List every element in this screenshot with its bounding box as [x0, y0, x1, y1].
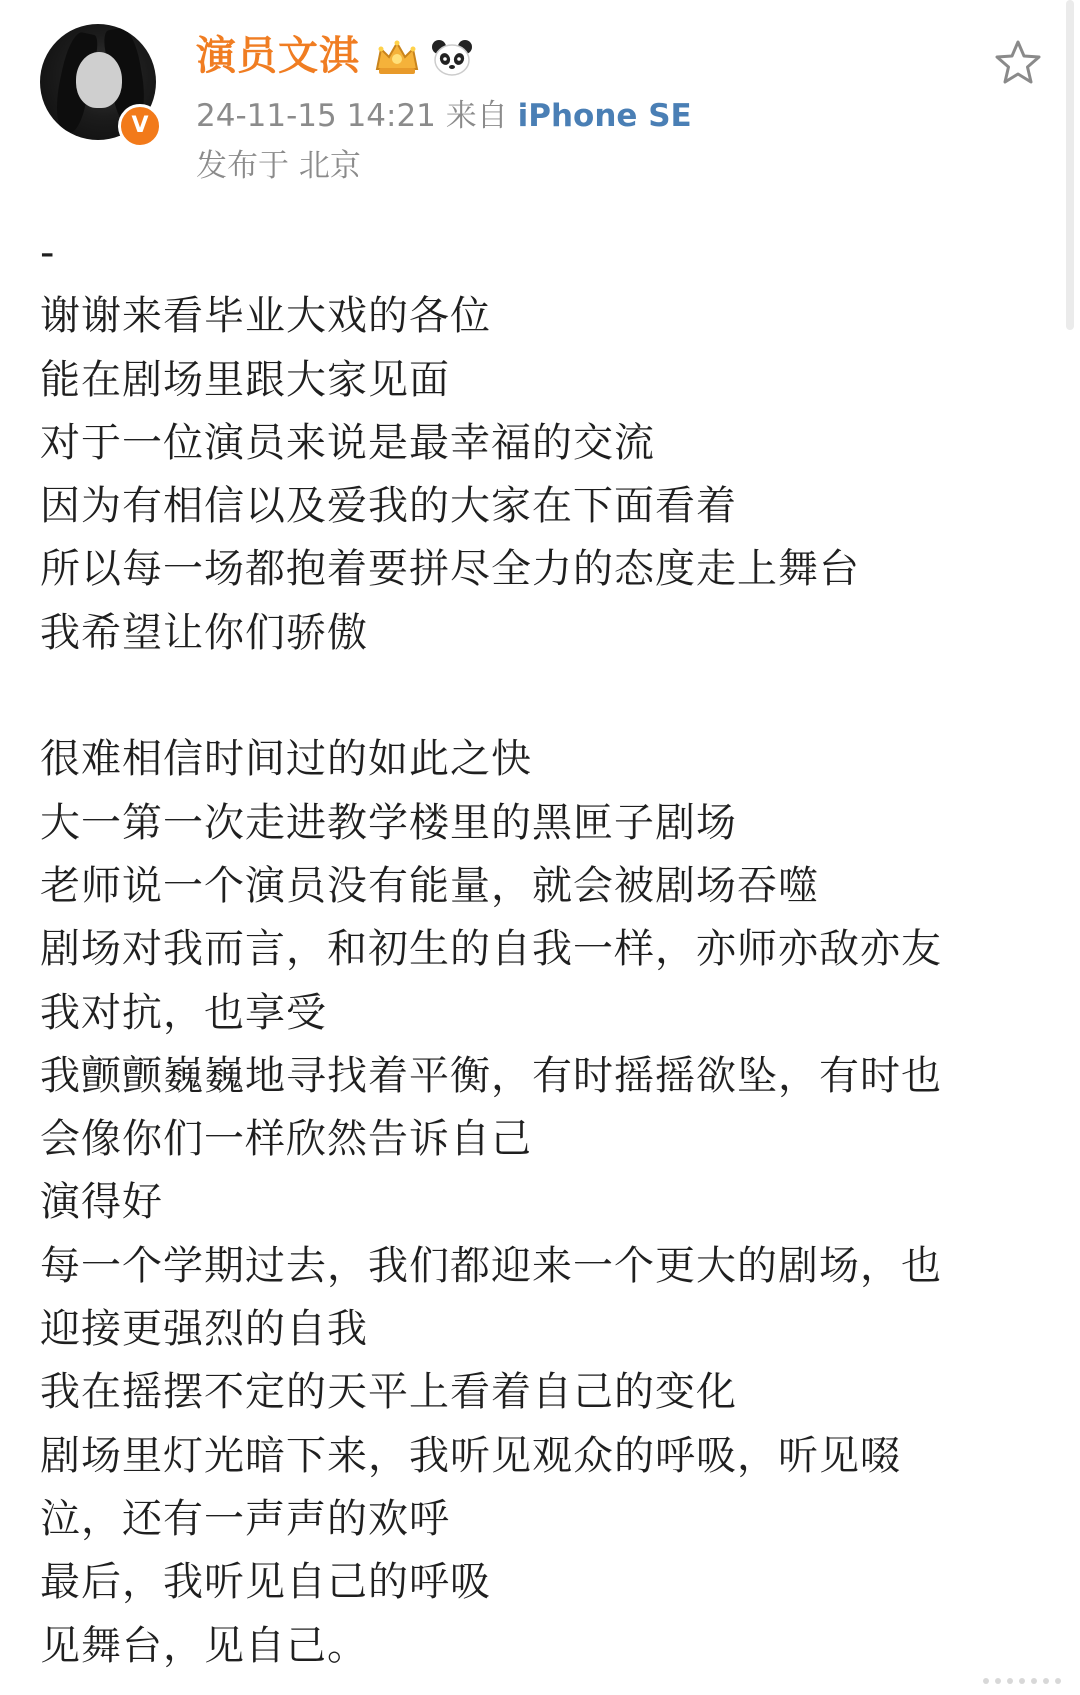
avatar-face	[76, 52, 122, 108]
more-indicator-icon	[980, 1676, 1076, 1686]
post-text-line: 大一第一次走进教学楼里的黑匣子剧场	[40, 799, 737, 846]
post-header	[0, 0, 1080, 200]
post-text-line: 我对抗，也享受	[40, 989, 327, 1036]
post-location: 发布于 北京	[196, 148, 361, 184]
post-text-line: 最后，我听见自己的呼吸	[40, 1559, 491, 1606]
post-timestamp: 24-11-15 14:21	[196, 98, 436, 134]
post-text-line: 能在剧场里跟大家见面	[40, 356, 450, 403]
post-text-line: 老师说一个演员没有能量，就会被剧场吞噬	[40, 862, 819, 909]
post-text-line: 泣，还有一声声的欢呼	[40, 1495, 450, 1542]
post-text-line: 演得好	[40, 1179, 163, 1226]
username[interactable]: 演员文淇	[196, 33, 360, 79]
post-text-line: 很难相信时间过的如此之快	[40, 736, 532, 783]
post-text-line: 我颤颤巍巍地寻找着平衡，有时摇摇欲坠，有时也	[40, 1052, 942, 1099]
paragraph-gap	[40, 665, 1040, 728]
post-text-line: 我在摇摆不定的天平上看着自己的变化	[40, 1369, 737, 1416]
crown-badge-icon[interactable]	[373, 39, 421, 77]
post-text-line: 对于一位演员来说是最幸福的交流	[40, 419, 655, 466]
post-text-line: -	[40, 230, 56, 276]
post-text-line: 会像你们一样欣然告诉自己	[40, 1116, 532, 1163]
post-body	[40, 222, 1040, 1678]
post-source-prefix: 来自	[445, 98, 508, 134]
star-outline-icon[interactable]	[993, 38, 1043, 88]
post-source[interactable]: iPhone SE	[517, 98, 692, 134]
user-badges	[373, 36, 473, 80]
post-text-line: 谢谢来看毕业大戏的各位	[40, 293, 491, 340]
scrollbar[interactable]	[1066, 0, 1074, 330]
post-text-line: 剧场对我而言，和初生的自我一样，亦师亦敌亦友	[40, 926, 942, 973]
verified-badge-icon: V	[118, 104, 162, 148]
post-text-line: 我希望让你们骄傲	[40, 609, 368, 656]
post-text-line: 因为有相信以及爱我的大家在下面看着	[40, 483, 737, 530]
post-text-line: 每一个学期过去，我们都迎来一个更大的剧场，也	[40, 1242, 942, 1289]
post-text-line: 迎接更强烈的自我	[40, 1306, 368, 1353]
post-text-line: 所以每一场都抱着要拼尽全力的态度走上舞台	[40, 546, 860, 593]
post-text-line: 剧场里灯光暗下来，我听见观众的呼吸，听见啜	[40, 1432, 901, 1479]
post-meta	[196, 94, 692, 138]
post-text-line: 见舞台，见自己。	[40, 1622, 368, 1669]
panda-badge-icon[interactable]	[431, 38, 473, 78]
